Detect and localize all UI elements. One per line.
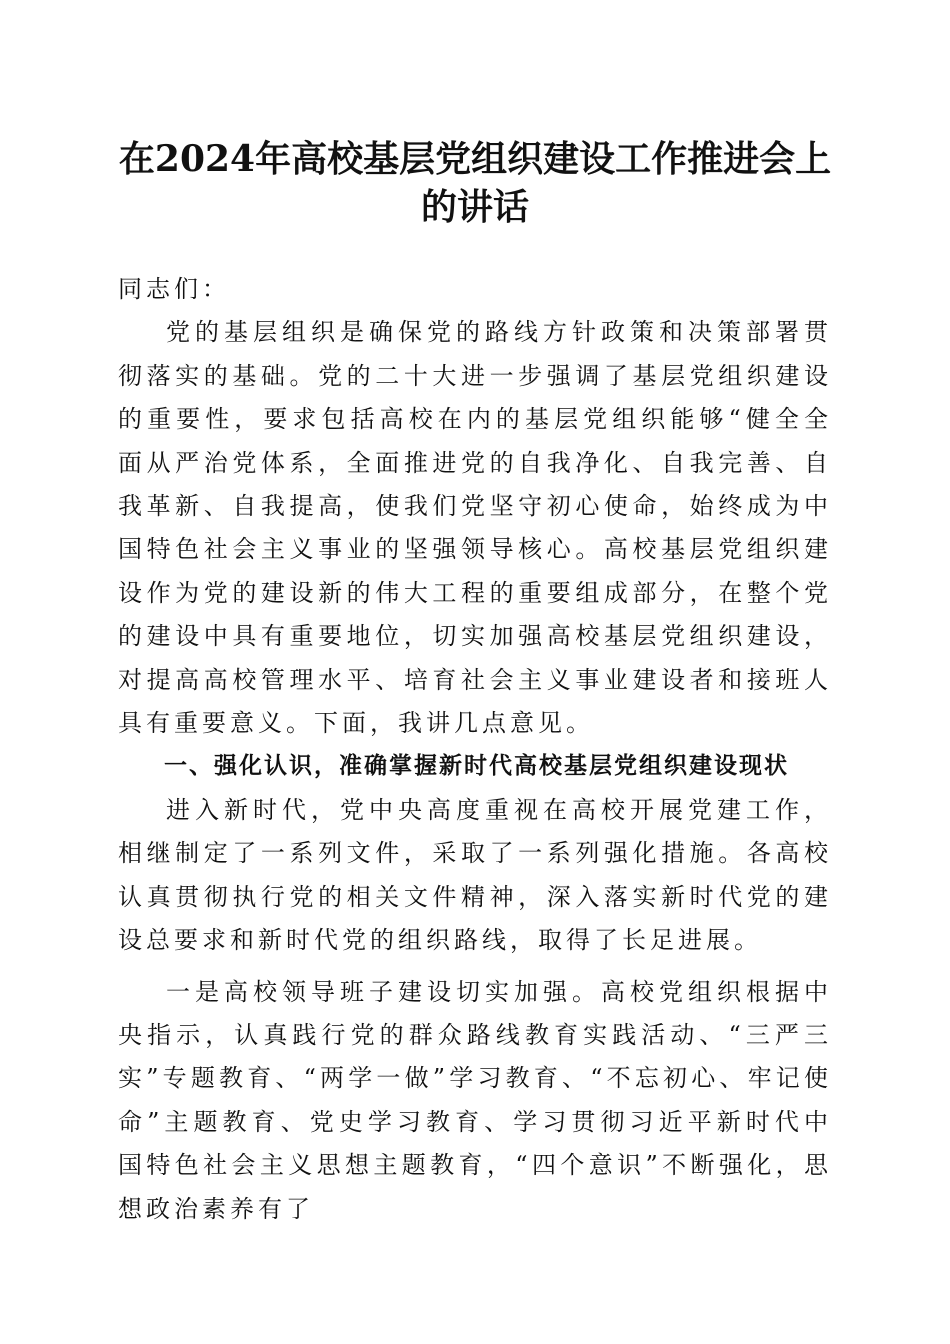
document-body [118, 268, 832, 1231]
intro-paragraph: 党的基层组织是确保党的路线方针政策和决策部署贯彻落实的基础。党的二十大进一步强调了基层党组织建设的重要性，要求包括高校在内的基层党组织能够“健全全面从严治党体系，全面推进党的自我净化、自我完善、自我革新、自我提高，使我们党坚守初心使命，始终成为中国特色社会主义事业的坚强领导核心。高校基层党组织建设作为党的建设新的伟大工程的重要组成部分，在整个党的建设中具有重要地位，切实加强高校基层党组织建设，对提高高校管理水平、培育社会主义事业建设者和接班人具有重要意义。下面，我讲几点意见。 [118, 318, 832, 738]
salutation: 同志们： [118, 275, 230, 303]
title-line-2: 的讲话 [420, 186, 529, 228]
document-title [115, 135, 835, 231]
title-line-1: 在2024年高校基层党组织建设工作推进会上 [118, 138, 832, 180]
section-paragraph-1: 进入新时代，党中央高度重视在高校开展党建工作，相继制定了一系列文件，采取了一系列强化措施。各高校认真贯彻执行党的相关文件精神，深入落实新时代党的建设总要求和新时代党的组织路线，取得了长足进展。 [118, 795, 832, 955]
section-paragraph-2: 一是高校领导班子建设切实加强。高校党组织根据中央指示，认真践行党的群众路线教育实践活动、“三严三实”专题教育、“两学一做”学习教育、“不忘初心、牢记使命”主题教育、党史学习教育、学习贯彻习近平新时代中国特色社会主义思想主题教育，“四个意识”不断强化，思想政治素养有了 [118, 977, 832, 1223]
section-heading: 一、强化认识，准确掌握新时代高校基层党组织建设现状 [164, 753, 789, 780]
